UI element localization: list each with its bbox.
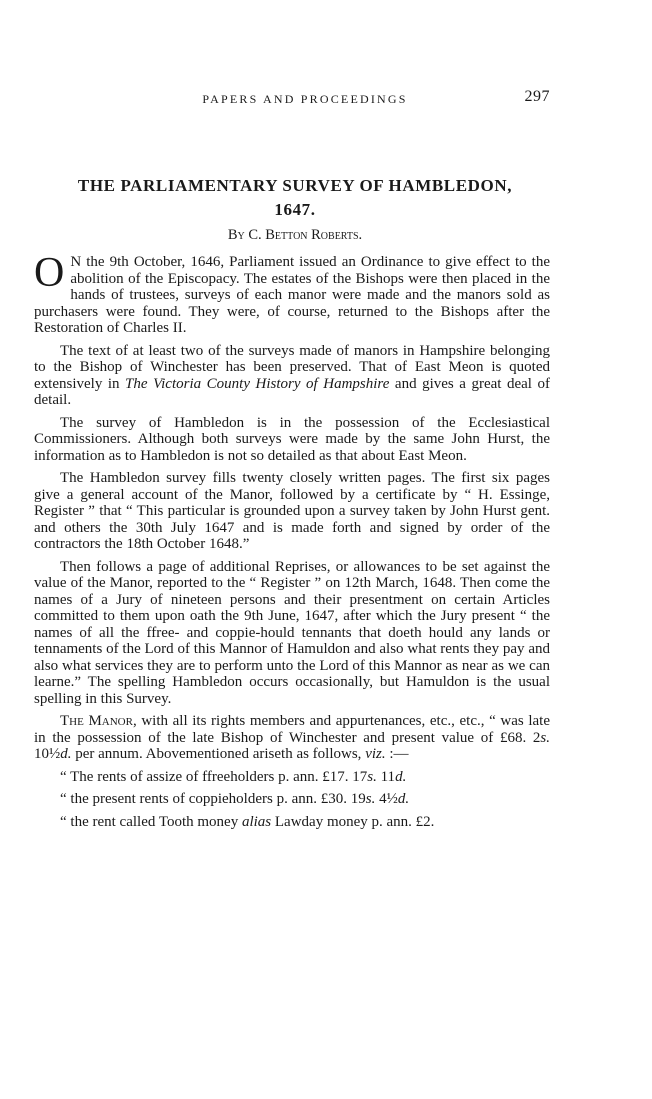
quote-2-text-a: “ the present rents of coppieholders p. ann. £30. 19 bbox=[60, 791, 366, 807]
paragraph-2-italic: The Victoria County History of Hampshire bbox=[125, 375, 390, 392]
byline: By C. Betton Roberts. bbox=[227, 227, 363, 243]
running-head bbox=[60, 88, 550, 107]
quote-line bbox=[34, 791, 550, 808]
paragraph-6-shillings: s. bbox=[540, 729, 550, 746]
quote-line bbox=[34, 769, 550, 786]
paragraph-3: The survey of Hambledon is in the possession of the Ecclesiastical Commissioners. Although both surveys were made by the same John Hurst, the information as to Hambledon is not so detailed as that about East Meon. bbox=[34, 414, 550, 464]
quote-1-pence: d. bbox=[395, 768, 407, 785]
paragraph-6-end: :— bbox=[385, 746, 409, 762]
article-title bbox=[34, 174, 556, 222]
quote-line bbox=[34, 814, 550, 831]
quote-1-text-a: “ The rents of assize of ffreeholders p. ann. £17. 17 bbox=[60, 768, 368, 785]
paragraph-6-text-a: with all its rights members and appurtenances, etc., etc., “ was late in the possession of the late Bishop of Winchester and present value of £68. 2 bbox=[34, 713, 550, 746]
paragraph-2 bbox=[34, 343, 550, 409]
quote-3-text-a: “ the rent called Tooth money bbox=[60, 813, 242, 830]
paragraph-5: Then follows a page of additional Reprises, or allowances to be set against the value of the Manor, reported to the “ Register ” on 12th March, 1648. Then come the names of a Jury of nineteen persons and their presentment on certain Articles committed to them upon oath the 9th June, 1647, after which the Jury present “ the names of all the ffree- and coppie-hould tennants that doeth hould any lands or tennaments of the Lord of this Mannor of Hamuldon and also what rents they pay and also what services they are to perform unto the Lord of this Mannor as near as we can learne.” The spelling Hambledon occurs occasionally, but Hamuldon is the usual spelling in this Survey. bbox=[34, 558, 550, 707]
paragraph-6-viz: viz. bbox=[365, 746, 386, 762]
quote-1-shillings: s. bbox=[367, 768, 377, 785]
quote-3-alias: alias bbox=[241, 813, 272, 830]
quote-2-pence: d. bbox=[397, 791, 410, 807]
quote-3-text-b: Lawday money p. ann. £2. bbox=[271, 813, 435, 830]
paragraph-2-text-a: The text of at least two of the surveys made of manors in Hampshire belonging to the Bishop of Winchester has been preserved. That of East Meon is quoted extensively in bbox=[34, 342, 550, 392]
quote-1-text-b: 11 bbox=[376, 768, 396, 785]
article-body bbox=[34, 250, 551, 836]
article-title-line2: 1647. bbox=[274, 200, 316, 219]
running-title: PAPERS AND PROCEEDINGS bbox=[202, 92, 408, 106]
paragraph-6-smallcaps: The Manor, bbox=[60, 713, 137, 729]
quote-2-text-b: 4½ bbox=[375, 791, 398, 807]
drop-cap: O bbox=[34, 250, 65, 296]
paragraph-1 bbox=[34, 250, 550, 337]
paragraph-6 bbox=[34, 713, 550, 763]
page-number: 297 bbox=[524, 88, 550, 105]
quote-2-shillings: s. bbox=[365, 791, 376, 807]
paragraph-6-text-b: 10½ bbox=[34, 746, 61, 762]
article-title-line1: THE PARLIAMENTARY SURVEY OF HAMBLEDON, bbox=[77, 176, 513, 195]
paragraph-6-text-c: per annum. Abovementioned ariseth as follows, bbox=[71, 746, 366, 762]
paragraph-4: The Hambledon survey fills twenty closely written pages. The first six pages give a general account of the Manor, followed by a certificate by “ H. Essinge, Register ” that “ This particular is grounded upon a survey taken by John Hurst gent. and others the 30th July 1647 and is made forth and signed by order of the contractors the 18th October 1648.” bbox=[34, 470, 550, 552]
paragraph-2-text-b: and gives a great deal of detail. bbox=[34, 375, 551, 408]
paragraph-1-text: N the 9th October, 1646, Parliament issued an Ordinance to give effect to the abolition of the Episcopacy. The estates of the Bishops were then placed in the hands of trustees, surveys of each manor were made and the manors sold as purchasers were found. They were, of course, returned to the Bishops after the Restoration of Charles II. bbox=[34, 254, 550, 336]
paragraph-6-pence: d. bbox=[60, 746, 72, 762]
